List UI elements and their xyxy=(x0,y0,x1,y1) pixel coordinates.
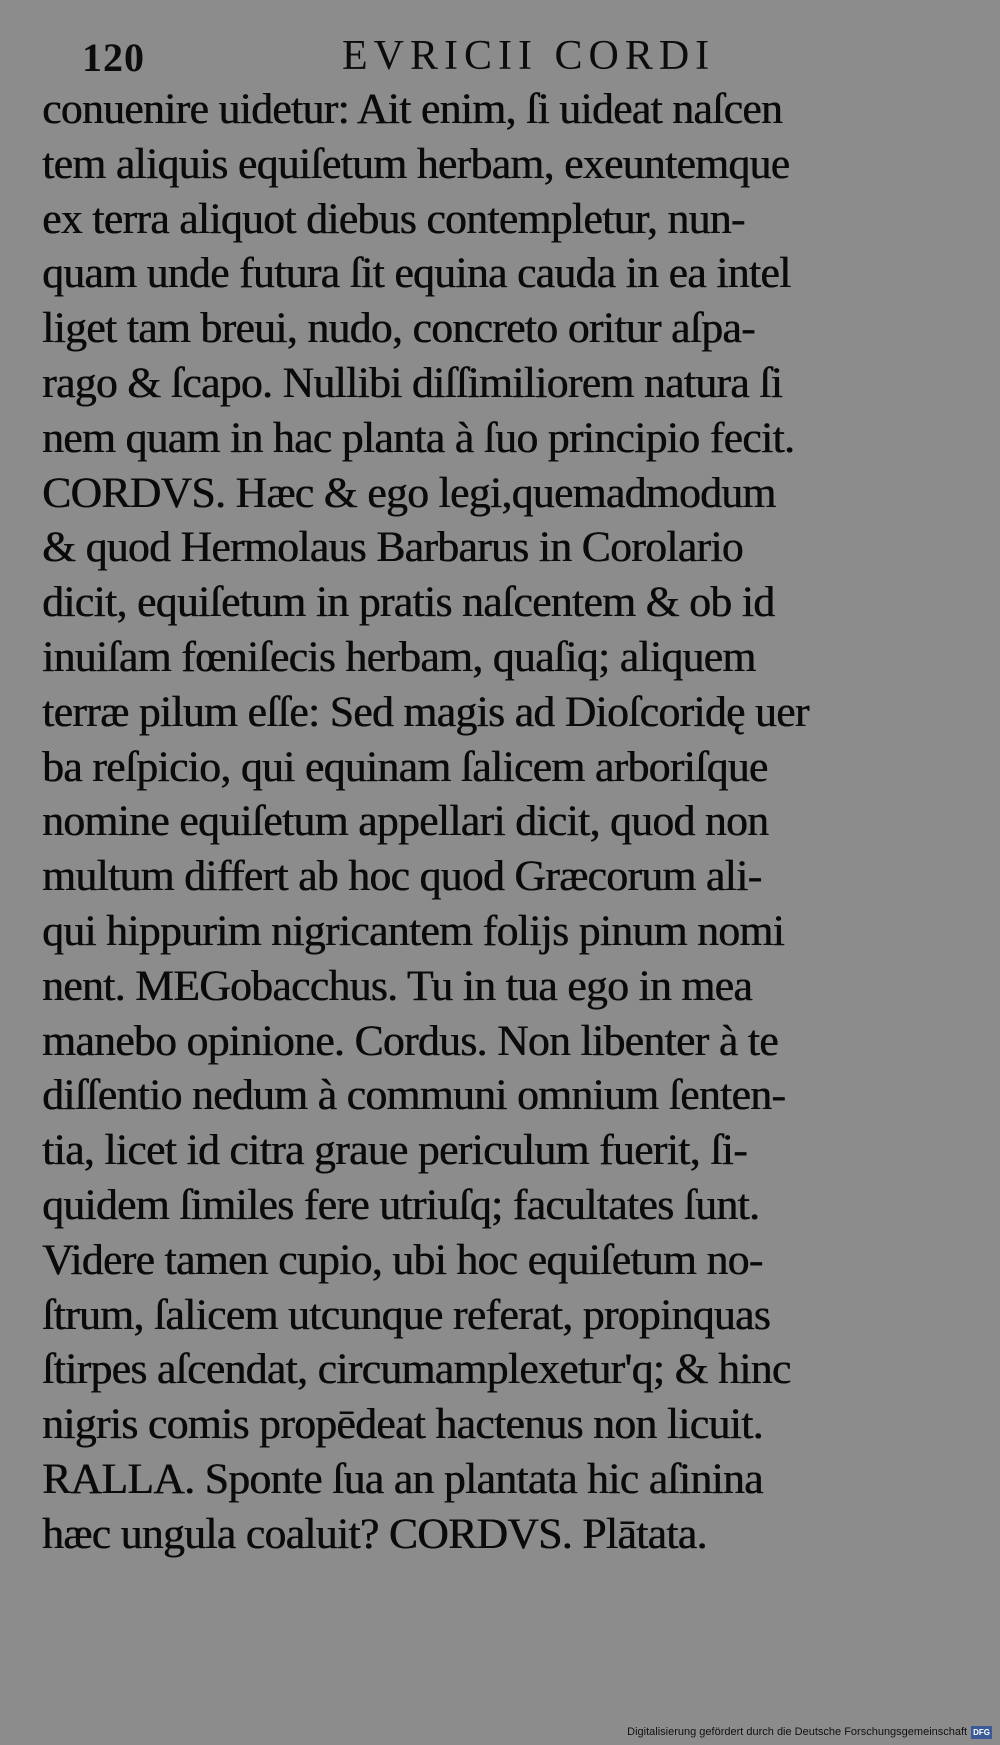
text-line: nigris comis propēdeat hactenus non licuit. xyxy=(42,1400,763,1449)
text-line: diſſentio nedum à communi omnium ſenten- xyxy=(42,1071,786,1120)
text-line: tem aliquis equiſetum herbam, exeuntemque xyxy=(42,139,790,188)
text-line: ex terra aliquot diebus contempletur, nun- xyxy=(42,194,745,243)
digitization-footer xyxy=(627,1723,992,1741)
text-line: Videre tamen cupio, ubi hoc equiſetum no- xyxy=(42,1235,763,1284)
text-line: ſtrum, ſalicem utcunque referat, propinquas xyxy=(42,1290,770,1339)
text-line: nent. MEGobacchus. Tu in tua ego in mea xyxy=(42,961,752,1010)
page-number: 120 xyxy=(82,35,145,80)
text-line: dicit, equiſetum in pratis naſcentem & ob id xyxy=(42,578,775,627)
body-text xyxy=(42,82,962,1562)
text-line: terræ pilum eſſe: Sed magis ad Dioſcoridę uer xyxy=(42,687,809,736)
text-line: & quod Hermolaus Barbarus in Corolario xyxy=(42,523,743,572)
text-line: ſtirpes aſcendat, circumamplexetur'q; & hinc xyxy=(42,1345,791,1394)
text-line: quidem ſimiles fere utriuſq; facultates ſunt. xyxy=(42,1180,760,1229)
text-line: qui hippurim nigricantem folijs pinum nomi xyxy=(42,906,785,955)
running-head: EVRICII CORDI xyxy=(342,33,716,79)
text-line: multum differt ab hoc quod Græcorum ali- xyxy=(42,852,762,901)
text-line: nomine equiſetum appellari dicit, quod non xyxy=(42,797,769,846)
text-line: nem quam in hac planta à ſuo principio fecit. xyxy=(42,413,795,462)
text-line: hæc ungula coaluit? CORDVS. Plātata. xyxy=(42,1509,707,1558)
text-line: liget tam breui, nudo, concreto oritur aſpa- xyxy=(42,304,755,353)
text-line: conuenire uidetur: Ait enim, ſi uideat naſcen xyxy=(42,85,783,133)
text-line: RALLA. Sponte ſua an plantata hic aſinina xyxy=(42,1454,763,1503)
text-line: quam unde futura ſit equina cauda in ea intel xyxy=(42,249,791,298)
dfg-logo: DFG xyxy=(973,1727,990,1737)
funding-notice: Digitalisierung gefördert durch die Deutsche Forschungsgemeinschaft xyxy=(627,1726,968,1738)
page-header xyxy=(62,30,962,80)
text-line: CORDVS. Hæc & ego legi,quemadmodum xyxy=(42,468,776,517)
text-line: rago & ſcapo. Nullibi diſſimiliorem natura ſi xyxy=(42,358,783,407)
text-line: inuiſam fœniſecis herbam, quaſiq; aliquem xyxy=(42,632,756,681)
text-line: tia, licet id citra graue periculum fuerit, ſi- xyxy=(42,1126,747,1175)
text-line: ba reſpicio, qui equinam ſalicem arboriſque xyxy=(42,742,768,791)
text-line: manebo opinione. Cordus. Non libenter à te xyxy=(42,1016,778,1065)
